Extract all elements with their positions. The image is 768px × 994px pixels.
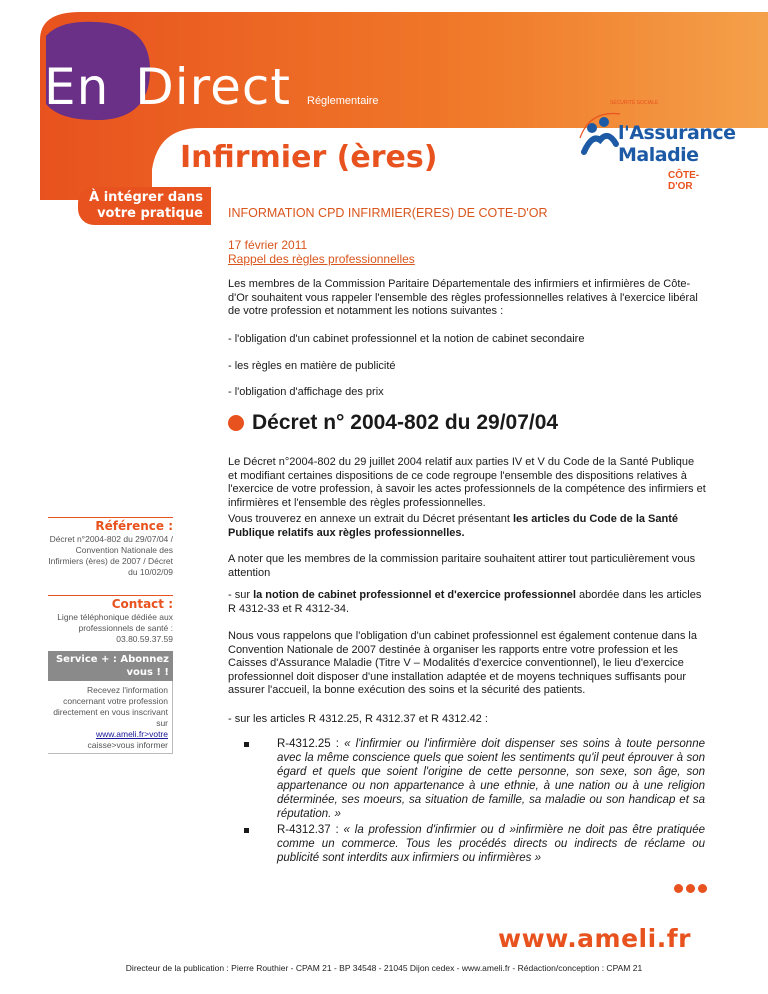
annexe-text: Vous trouverez en annexe un extrait du Décret présentant <box>228 513 513 525</box>
intro-paragraph: Les membres de la Commission Paritaire Départementale des infirmiers et infirmières de Côte-d'Or souhaitent vous rappeler l'ensemble des règles professionnelles relatives à l'exercice libéral de votre profession et notamment les notions suivantes : <box>228 278 698 317</box>
cabinet-text-start: - sur <box>228 589 254 601</box>
service-text: Recevez l'information concernant votre profession directement en vous inscrivant sur <box>53 685 168 728</box>
subtitle: Rappel des règles professionnelles <box>228 252 415 266</box>
bullet-quote: « l'infirmier ou l'infirmière doit dispenser ses soins à toute personne avec la même conscience quels que soient les sentiments qu'il peut éprouver à son égard et quels que soient l'origine de cette personne, son sexe, son âge, son appartenance ou non appartenance à une ethnie, à une nation ou à une religion déterminée, ses moeurs, sa situation de famille, sa maladie ou son handicap et sa réputation. » <box>277 738 705 820</box>
reference-box <box>48 517 173 578</box>
pill-line2: votre pratique <box>97 206 203 221</box>
bullet-text <box>277 823 705 865</box>
category-label: Réglementaire <box>307 95 379 107</box>
contact-title: Contact : <box>48 595 173 610</box>
logo-arc-text: SÉCURITÉ SOCIALE <box>610 100 659 106</box>
convention-paragraph: Nous vous rappelons que l'obligation d'un cabinet professionnel est également contenue dans la Convention Nationale de 2007 destinée à organiser les rapports entre votre profession et les Caisses d'Assurance Maladie (Titre V – Modalités d'exercice conventionnel), le lieu d'exercice professionnel doit disposer d'une installation adaptée et de moyens techniques suffisants pour assurer l'accueil, la bonne exécution des soins et la sécurité des patients. <box>228 630 697 696</box>
service-box <box>48 651 173 754</box>
pill-line1: À intégrer dans <box>89 190 203 205</box>
brand-title <box>44 58 379 116</box>
list-item-publicite: - les règles en matière de publicité <box>228 360 396 372</box>
attention-paragraph: A noter que les membres de la commission paritaire souhaitent attirer tout particulièrement vous attention <box>228 553 696 579</box>
bullet-ref: R-4312.25 : <box>277 738 345 750</box>
info-title: INFORMATION CPD INFIRMIER(ERES) DE COTE-D'OR <box>228 206 548 220</box>
list-item-cabinet: - l'obligation d'un cabinet professionnel et la notion de cabinet secondaire <box>228 333 585 345</box>
square-bullet-icon <box>244 742 249 747</box>
brand-en: En <box>44 58 110 116</box>
bullet-r4312-25 <box>228 737 710 821</box>
annexe-paragraph <box>228 513 706 540</box>
annexe-bold: les articles du Code de la Santé Publique relatifs aux règles professionnelles. <box>228 513 679 539</box>
decret-paragraph: Le Décret n°2004-802 du 29 juillet 2004 relatif aux parties IV et V du Code de la Santé Publique et modifiant certaines dispositions de ce code regroupe l'ensemble des dispositions relatives à l'exercice de votre profession, à savoir les actes professionnels de la compétence des infirmiers et infirmières et l'ensemble des règles professionnelles. <box>228 456 706 509</box>
contact-text: Ligne téléphonique dédiée aux professionnels de santé : 03.80.59.37.59 <box>57 612 173 644</box>
logo-name-line2: Maladie <box>618 144 699 166</box>
bullet-quote: « la profession d'infirmier ou d »infirmière ne doit pas être pratiquée comme un commerce. Tous les procédés directs ou indirects de réclame ou publicité sont interdits aux infirmiers ou infirmières » <box>277 824 705 864</box>
bullet-ref: R-4312.37 : <box>277 824 344 836</box>
brand-direct: Direct <box>135 58 291 116</box>
cabinet-text-end: abordée dans les articles R 4312-33 et R 4312-34. <box>228 589 702 615</box>
service-body <box>48 681 173 754</box>
service-link-tail: caisse>vous informer <box>87 740 168 750</box>
ameli-url[interactable]: www.ameli.fr <box>498 924 691 953</box>
cabinet-bold: la notion de cabinet professionnel et d'exercice professionnel <box>253 589 576 601</box>
list-item-affichage: - l'obligation d'affichage des prix <box>228 386 384 398</box>
publication-date: 17 février 2011 <box>228 238 308 252</box>
articles-paragraph: - sur les articles R 4312.25, R 4312.37 et R 4312.42 : <box>228 713 488 725</box>
practice-pill <box>78 187 211 225</box>
assurance-maladie-logo <box>570 100 736 192</box>
logo-name-line1: l'Assurance <box>618 122 736 144</box>
bullet-text <box>277 737 705 821</box>
contact-box <box>48 595 173 645</box>
reference-text: Décret n°2004-802 du 29/07/04 / Convention Nationale des Infirmiers (ères) de 2007 / Décret du 10/02/09 <box>48 534 173 577</box>
section-heading-text: Décret n° 2004-802 du 29/07/04 <box>252 411 559 435</box>
section-heading <box>228 411 559 435</box>
cabinet-paragraph <box>228 589 706 616</box>
service-title: Service + : Abonnez vous ! ! <box>48 651 173 681</box>
service-link[interactable]: www.ameli.fr>votre <box>95 729 168 739</box>
square-bullet-icon <box>244 828 249 833</box>
orange-dot-icon <box>228 415 244 431</box>
profession-title: Infirmier (ères) <box>180 140 438 175</box>
reference-title: Référence : <box>48 517 173 532</box>
footer-credits: Directeur de la publication : Pierre Routhier - CPAM 21 - BP 34548 - 21045 Dijon cedex - www.ameli.fr - Rédaction/conception : CPAM 21 <box>125 963 643 973</box>
date-block <box>228 238 415 266</box>
logo-region: CÔTE-D'OR <box>668 170 700 192</box>
more-dots-icon <box>674 884 707 893</box>
bullet-r4312-37 <box>228 823 710 865</box>
